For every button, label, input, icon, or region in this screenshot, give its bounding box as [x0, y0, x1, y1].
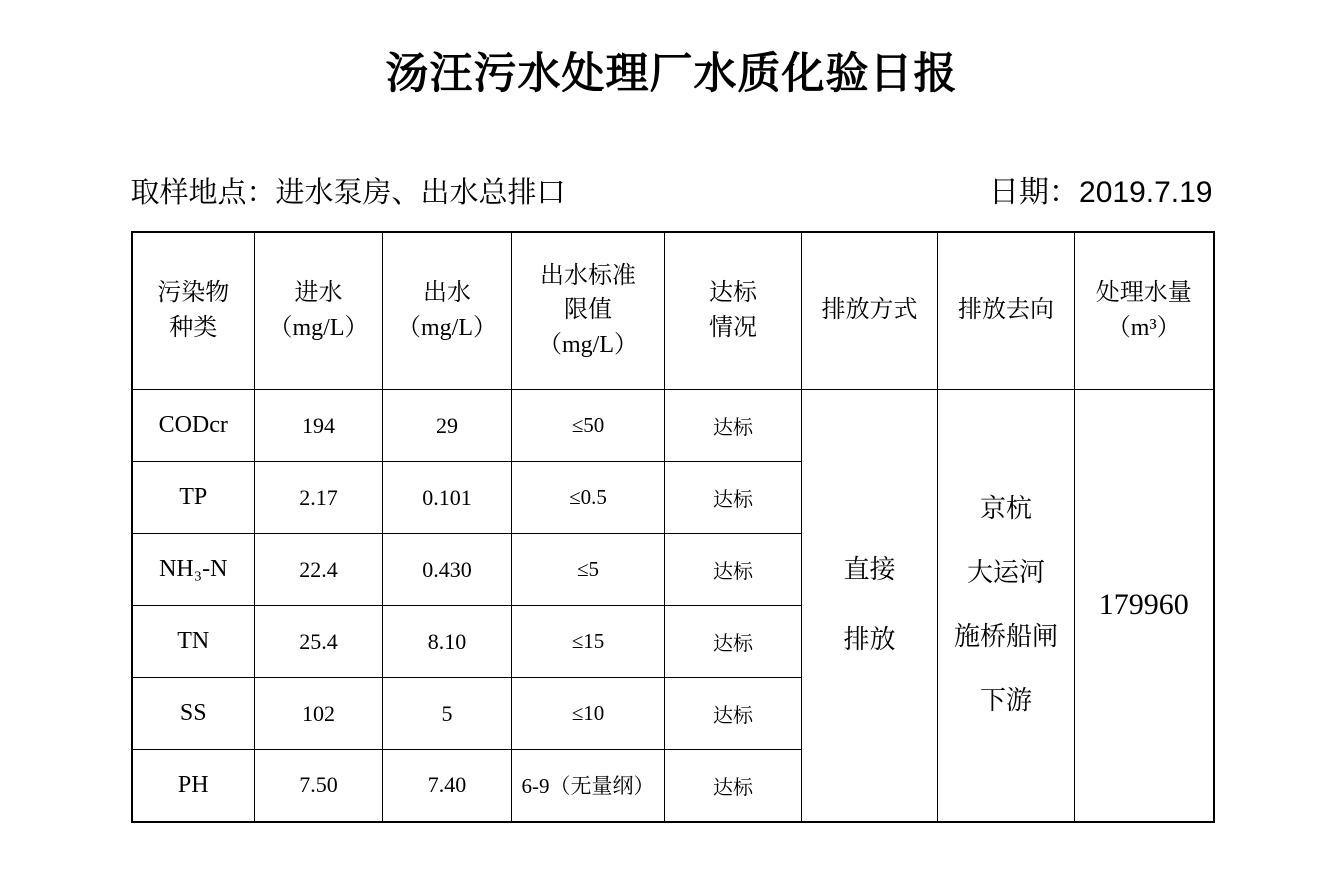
limit-value-cell: ≤5	[512, 534, 665, 606]
col-header-compliance	[665, 232, 802, 390]
limit-value-cell: ≤0.5	[512, 462, 665, 534]
col-header-influent	[255, 232, 383, 390]
discharge-destination-line: 大运河	[966, 558, 1045, 588]
effluent-value-cell: 29	[383, 390, 512, 462]
discharge-method-line: 直接	[843, 555, 896, 585]
sample-location-text: 取样地点：进水泵房、出水总排口	[130, 176, 566, 209]
pollutant-name-cell: NH₃-N	[132, 534, 255, 606]
header-line: 排放去向	[958, 297, 1054, 324]
col-header-treated-volume	[1075, 232, 1214, 390]
discharge-destination-line: 下游	[979, 686, 1032, 716]
col-header-effluent	[383, 232, 512, 390]
effluent-value-cell: 5	[383, 678, 512, 750]
col-header-pollutant-type	[132, 232, 255, 390]
discharge-method-line: 排放	[843, 625, 896, 655]
compliance-status-cell: 达标	[665, 462, 802, 534]
influent-value-cell: 25.4	[255, 606, 383, 678]
header-line: 污染物	[157, 280, 230, 307]
header-line: 情况	[709, 314, 757, 341]
limit-value-cell: 6-9（无量纲）	[512, 750, 665, 822]
header-line: （mg/L）	[397, 314, 497, 341]
pollutant-name-cell: PH	[132, 750, 255, 822]
discharge-method-cell	[802, 390, 938, 822]
influent-value-cell: 194	[255, 390, 383, 462]
header-line: 种类	[169, 314, 218, 341]
header-line: 排放方式	[821, 297, 918, 324]
water-quality-table	[131, 231, 1215, 823]
header-line: 达标	[709, 280, 757, 307]
table-row-codcr	[132, 390, 1214, 462]
discharge-destination-cell	[938, 390, 1075, 822]
pollutant-name-cell: CODcr	[132, 390, 255, 462]
header-line: （m³）	[1106, 314, 1181, 341]
limit-value-cell: ≤50	[512, 390, 665, 462]
compliance-status-cell: 达标	[665, 750, 802, 822]
effluent-value-cell: 0.430	[383, 534, 512, 606]
influent-value-cell: 7.50	[255, 750, 383, 822]
treated-volume-cell: 179960	[1075, 390, 1214, 822]
compliance-status-cell: 达标	[665, 678, 802, 750]
header-line: （mg/L）	[268, 314, 369, 341]
col-header-discharge-destination	[938, 232, 1075, 390]
meta-row	[131, 175, 1213, 211]
effluent-value-cell: 8.10	[383, 606, 512, 678]
page-title: 汤汪污水处理厂水质化验日报	[385, 50, 958, 98]
pollutant-name-cell: SS	[132, 678, 255, 750]
influent-value-cell: 102	[255, 678, 383, 750]
pollutant-name-cell: TP	[132, 462, 255, 534]
col-header-effluent-limit	[512, 232, 665, 390]
pollutant-name-cell: TN	[132, 606, 255, 678]
report-date-text: 日期：2019.7.19	[989, 175, 1213, 209]
header-line: （mg/L）	[538, 332, 638, 359]
compliance-status-cell: 达标	[665, 606, 802, 678]
header-line: 处理水量	[1095, 280, 1192, 307]
header-line: 限值	[564, 297, 612, 324]
header-line: 出水	[423, 280, 471, 307]
effluent-value-cell: 0.101	[383, 462, 512, 534]
discharge-destination-line: 京杭	[979, 494, 1032, 524]
compliance-status-cell: 达标	[665, 534, 802, 606]
discharge-destination-line: 施桥船闸	[953, 622, 1058, 652]
report-content	[131, 175, 1213, 823]
col-header-discharge-method	[802, 232, 938, 390]
limit-value-cell: ≤15	[512, 606, 665, 678]
table-header-row	[132, 232, 1214, 390]
influent-value-cell: 2.17	[255, 462, 383, 534]
limit-value-cell: ≤10	[512, 678, 665, 750]
header-line: 进水	[294, 280, 343, 307]
header-line: 出水标准	[540, 262, 636, 289]
influent-value-cell: 22.4	[255, 534, 383, 606]
compliance-status-cell: 达标	[665, 390, 802, 462]
effluent-value-cell: 7.40	[383, 750, 512, 822]
